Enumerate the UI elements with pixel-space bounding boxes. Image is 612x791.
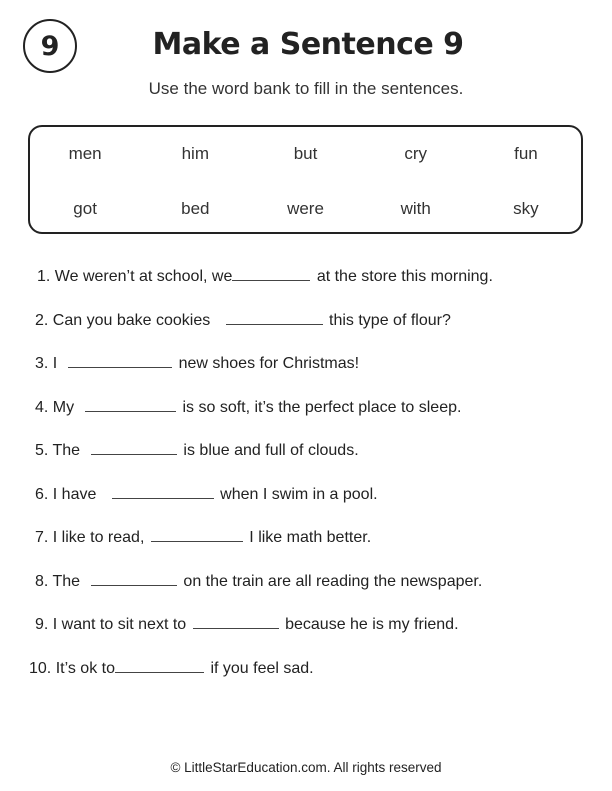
instructions: Use the word bank to fill in the sentences. [148,79,464,98]
sentence-text-after: when I swim in a pool. [220,486,378,503]
word-bank-row-1 [30,144,581,164]
answer-blank[interactable] [85,397,176,412]
sentence-7 [35,527,371,547]
sentence-text-before: 4. My [35,399,75,416]
sentence-3 [35,353,359,373]
sentence-text-after: this type of flour? [329,312,451,329]
answer-blank[interactable] [232,266,310,281]
word-bank-word: bed [181,199,210,218]
word-bank-row-2 [30,199,581,219]
answer-blank[interactable] [112,484,214,499]
sentence-9 [35,614,459,634]
answer-blank[interactable] [91,571,177,586]
sentence-text-before: 3. I [35,355,58,372]
copyright-footer: © LittleStarEducation.com. All rights reserved [170,760,442,775]
word-bank-word: but [293,144,318,163]
word-bank-word: with [400,199,431,218]
answer-blank[interactable] [91,440,177,455]
word-bank-word: him [181,144,209,163]
word-bank-word: cry [404,144,428,163]
worksheet-number: 9 [40,30,60,62]
sentence-text-before: 7. I like to read, [35,529,145,546]
word-bank-word: were [287,199,324,218]
sentence-text-before: 10. It’s ok to [29,660,115,677]
sentence-text-after: at the store this morning. [316,268,493,285]
sentence-text-after: new shoes for Christmas! [178,355,360,372]
answer-blank[interactable] [68,353,172,368]
sentence-text-after: if you feel sad. [210,660,314,677]
sentence-text-before: 5. The [35,442,81,459]
sentence-text-before: 6. I have [35,486,97,503]
word-bank-word: men [68,144,102,163]
sentence-text-before: 9. I want to sit next to [35,616,187,633]
sentence-text-after: on the train are all reading the newspaper. [183,573,483,590]
word-bank [28,125,583,234]
answer-blank[interactable] [226,310,323,325]
sentence-text-before: 1. We weren’t at school, we [37,268,233,285]
page-title: Make a Sentence 9 [152,27,464,62]
word-bank-word: got [73,199,97,218]
sentence-text-after: I like math better. [249,529,372,546]
sentence-text-before: 8. The [35,573,81,590]
sentence-2 [35,310,451,330]
sentence-8 [35,571,482,591]
sentence-4 [35,397,461,417]
answer-blank[interactable] [193,614,279,629]
sentence-text-after: is so soft, it’s the perfect place to sleep. [182,399,462,416]
sentence-text-before: 2. Can you bake cookies [35,312,211,329]
sentence-6 [35,484,378,504]
sentence-1 [37,266,493,286]
sentence-5 [35,440,359,460]
word-bank-word: sky [513,199,539,218]
sentence-text-after: because he is my friend. [285,616,459,633]
sentence-10 [29,658,314,678]
answer-blank[interactable] [151,527,243,542]
word-bank-word: fun [514,144,538,163]
sentence-text-after: is blue and full of clouds. [183,442,359,459]
answer-blank[interactable] [115,658,204,673]
